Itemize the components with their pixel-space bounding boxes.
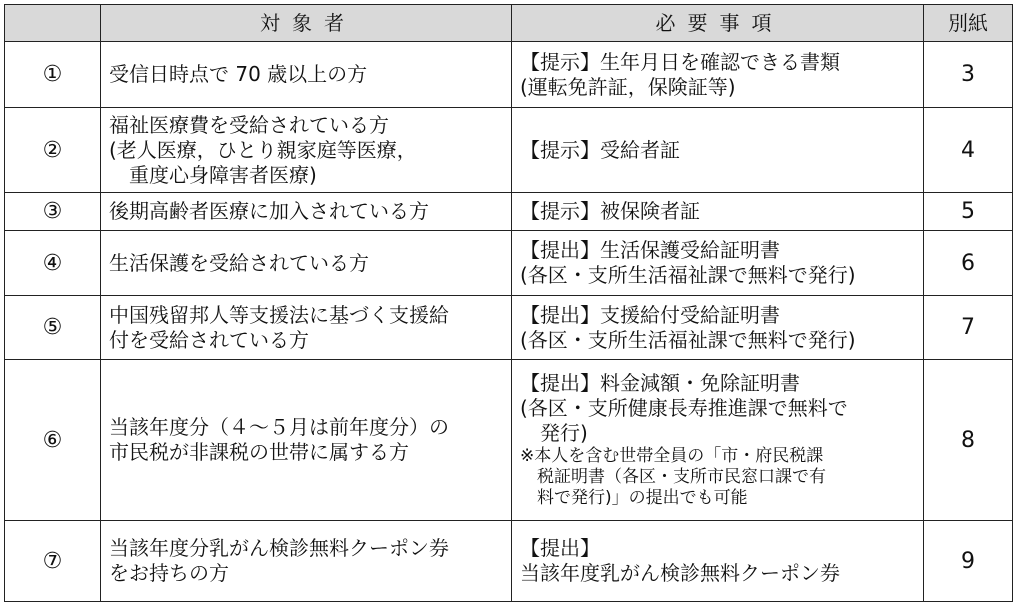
requirement-line: 【提示】生年月日を確認できる書類 <box>520 49 840 74</box>
document-page <box>4 4 1013 602</box>
target-line: 後期高齢者医療に加入されている方 <box>109 199 429 223</box>
target-line: (老人医療，ひとり親家庭等医療， <box>109 137 417 162</box>
table-row <box>5 108 1013 193</box>
requirement-line: (各区・支所生活福祉課で無料で発行) <box>520 327 856 352</box>
target-line: 市民税が非課税の世帯に属する方 <box>109 440 409 464</box>
target-line: 福祉医療費を受給されている方 <box>109 112 389 137</box>
target-cell <box>101 296 512 360</box>
requirement-cell <box>512 193 924 231</box>
requirement-line: 【提出】料金減額・免除証明書 <box>520 371 800 395</box>
table-row <box>5 193 1013 231</box>
row-number: ③ <box>5 193 101 231</box>
requirement-cell <box>512 296 924 360</box>
target-cell <box>101 231 512 296</box>
requirement-cell <box>512 521 924 602</box>
requirement-cell <box>512 231 924 296</box>
target-cell <box>101 193 512 231</box>
requirement-note: 税証明書（各区・支所市民窓口課で有 <box>537 467 826 487</box>
sheet-number: 5 <box>924 193 1013 231</box>
table-row <box>5 42 1013 108</box>
requirement-note: 料で発行)」の提出でも可能 <box>537 488 748 508</box>
requirement-line: (各区・支所生活福祉課で無料で発行) <box>520 263 856 287</box>
sheet-number: 9 <box>924 521 1013 602</box>
header-requirement: 必要事項 <box>512 5 924 42</box>
requirement-cell <box>512 360 924 521</box>
target-cell <box>101 108 512 193</box>
target-line: 生活保護を受給されている方 <box>109 250 369 275</box>
target-line: 中国残留邦人等支援法に基づく支援給 <box>109 302 449 327</box>
row-number: ⑥ <box>5 360 101 521</box>
requirement-line: (各区・支所健康長寿推進課で無料で <box>520 396 848 420</box>
row-number: ⑤ <box>5 296 101 360</box>
table-row <box>5 296 1013 360</box>
requirement-cell <box>512 42 924 108</box>
requirement-line: 【提出】 <box>520 536 600 560</box>
target-line: 付を受給されている方 <box>109 327 309 352</box>
header-sheet: 別紙 <box>924 5 1013 42</box>
sheet-number: 8 <box>924 360 1013 521</box>
eligibility-table <box>4 4 1013 602</box>
row-number: ① <box>5 42 101 108</box>
table-row <box>5 360 1013 521</box>
requirement-line: 【提示】被保険者証 <box>520 199 700 223</box>
sheet-number: 7 <box>924 296 1013 360</box>
header-blank <box>5 5 101 42</box>
row-number: ④ <box>5 231 101 296</box>
header-target: 対象者 <box>101 5 512 42</box>
target-line: 重度心身障害者医療) <box>129 162 317 187</box>
requirement-line: 【提出】支援給付受給証明書 <box>520 302 780 327</box>
target-line: 当該年度分乳がん検診無料クーポン券 <box>109 536 449 560</box>
row-number: ⑦ <box>5 521 101 602</box>
requirement-note: ※本人を含む世帯全員の「市・府民税課 <box>520 446 824 466</box>
requirement-cell <box>512 108 924 193</box>
target-line: 受信日時点で 70 歳以上の方 <box>109 62 368 86</box>
sheet-number: 4 <box>924 108 1013 193</box>
table-header-row <box>5 5 1013 42</box>
sheet-number: 6 <box>924 231 1013 296</box>
sheet-number: 3 <box>924 42 1013 108</box>
requirement-line: 当該年度乳がん検診無料クーポン券 <box>520 561 840 585</box>
target-line: をお持ちの方 <box>109 561 229 585</box>
row-number: ② <box>5 108 101 193</box>
table-row <box>5 231 1013 296</box>
table-row <box>5 521 1013 602</box>
target-cell <box>101 42 512 108</box>
requirement-line: 【提示】受給者証 <box>520 137 680 162</box>
requirement-line: 【提出】生活保護受給証明書 <box>520 238 780 262</box>
target-line: 当該年度分（４～５月は前年度分）の <box>109 415 449 439</box>
target-cell <box>101 360 512 521</box>
requirement-line: (運転免許証，保険証等) <box>520 74 736 99</box>
target-cell <box>101 521 512 602</box>
requirement-line: 発行) <box>540 421 588 445</box>
